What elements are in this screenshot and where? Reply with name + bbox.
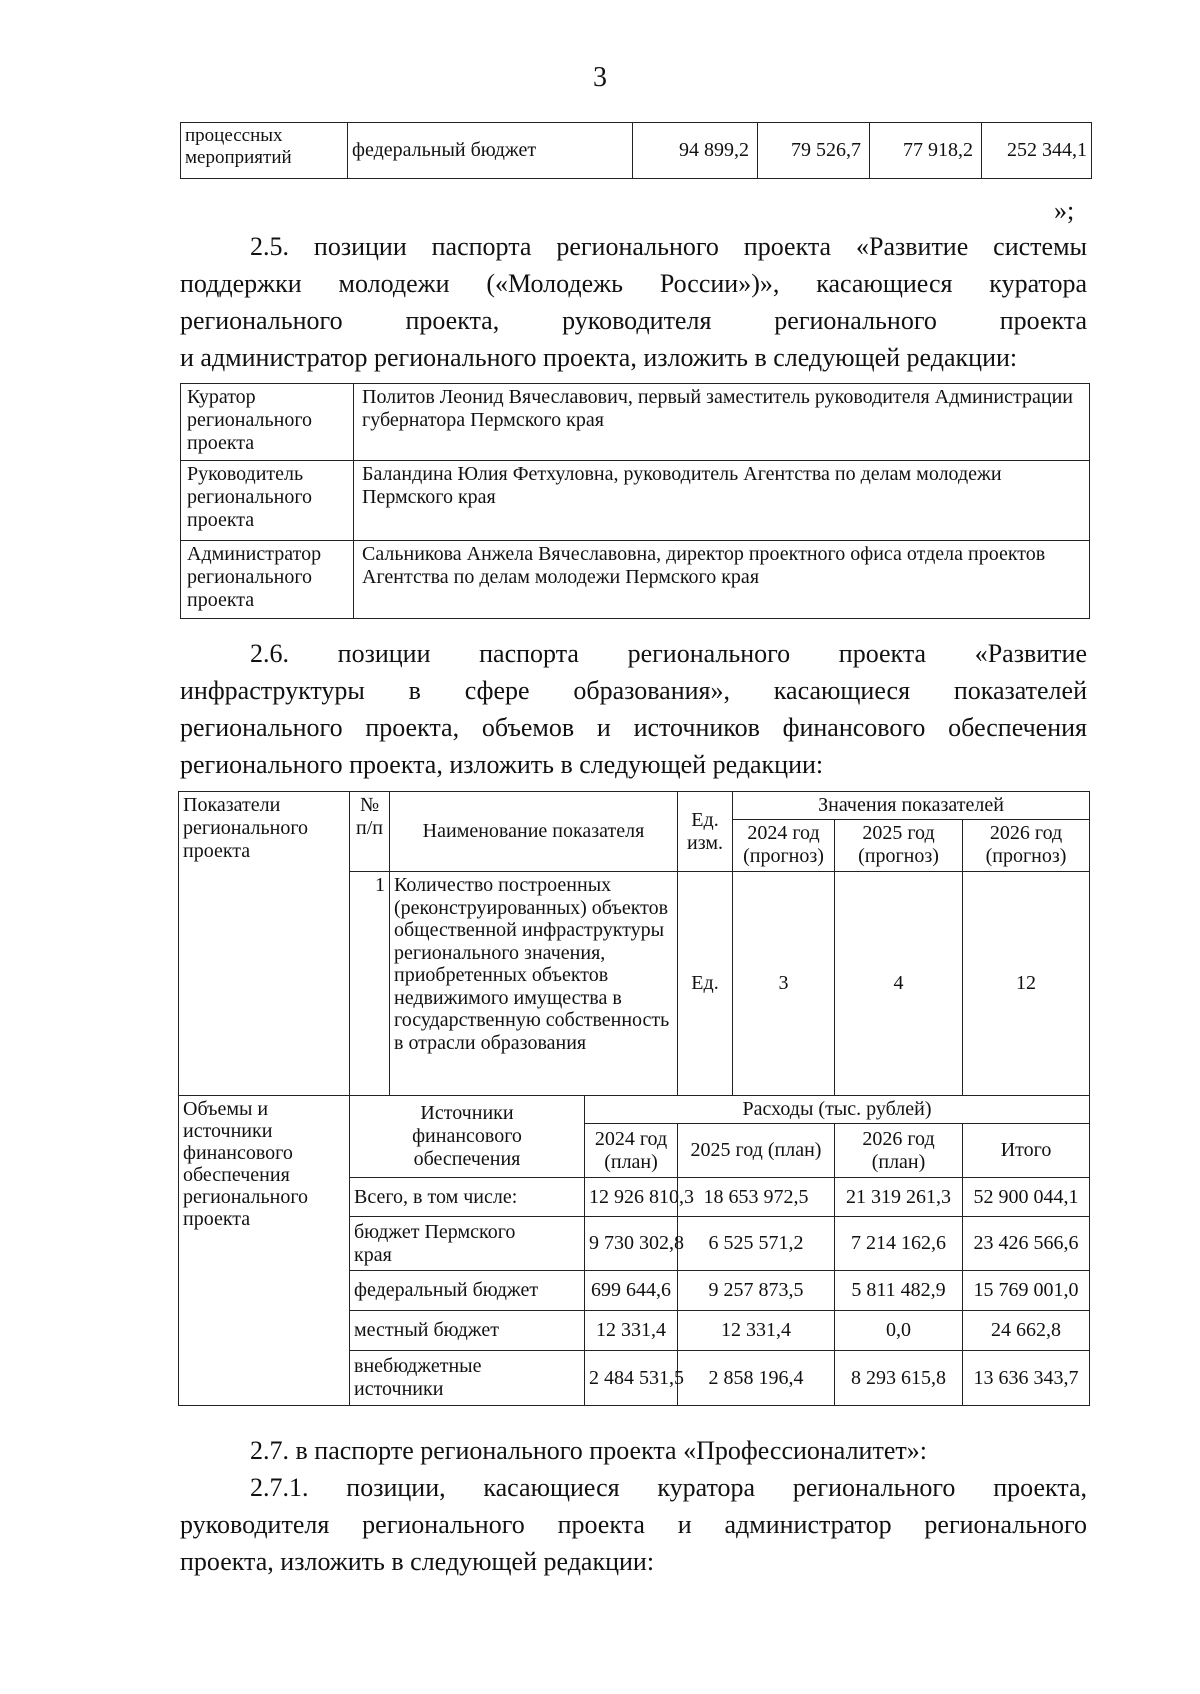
year-header: 2025 год (прогноз) — [835, 820, 963, 872]
finance-row-name: федеральный бюджет — [350, 1271, 585, 1311]
paragraph-line: руководителя регионального проекта и администратор регионального — [180, 1510, 1087, 1539]
finance-value: 12 926 810,3 — [585, 1178, 678, 1217]
finance-value: 8 293 615,8 — [835, 1351, 963, 1406]
finance-value: 12 331,4 — [678, 1311, 835, 1351]
page-number: 3 — [593, 62, 607, 93]
paragraph-line: 2.6. позиции паспорта регионального проекта «Развитие — [250, 639, 1087, 668]
finance-value: 13 636 343,7 — [963, 1351, 1090, 1406]
role-label: Куратор регионального проекта — [181, 384, 354, 461]
finance-value: 9 730 302,8 — [585, 1217, 678, 1271]
paragraph-2-7-1 — [180, 1469, 1087, 1580]
year-header: 2024 год (прогноз) — [733, 820, 835, 872]
finance-value: 12 331,4 — [585, 1311, 678, 1351]
finance-value: 15 769 001,0 — [963, 1271, 1090, 1311]
indicator-value: 4 — [835, 872, 963, 1096]
finance-value: 24 662,8 — [963, 1311, 1090, 1351]
total-header: Итого — [963, 1124, 1090, 1178]
finance-value: 7 214 162,6 — [835, 1217, 963, 1271]
indicators-section-label: Показатели регионального проекта — [179, 792, 350, 1096]
year-header: 2026 год (прогноз) — [963, 820, 1090, 872]
finance-section-label: Объемы и источники финансового обеспечения регионального проекта — [179, 1096, 350, 1406]
top-table-source: федеральный бюджет — [348, 123, 633, 179]
finance-value: 21 319 261,3 — [835, 1178, 963, 1217]
indicator-unit: Ед. — [678, 872, 733, 1096]
paragraph-line: регионального проекта, изложить в следующей редакции: — [180, 750, 824, 779]
indicator-value: 12 — [963, 872, 1090, 1096]
year-header: 2026 год (план) — [835, 1124, 963, 1178]
top-table-value: 79 526,7 — [758, 123, 870, 179]
finance-value: 52 900 044,1 — [963, 1178, 1090, 1217]
finance-value: 2 484 531,5 — [585, 1351, 678, 1406]
unit-header: Ед. изм. — [678, 792, 733, 872]
paragraph-line: регионального проекта, объемов и источников финансового обеспечения — [180, 713, 1087, 742]
finance-value: 23 426 566,6 — [963, 1217, 1090, 1271]
finance-value: 9 257 873,5 — [678, 1271, 835, 1311]
paragraph-2-7 — [180, 1432, 1087, 1469]
number-header: № п/п — [350, 792, 390, 872]
indicators-finance-table — [178, 791, 1090, 1406]
finance-value: 0,0 — [835, 1311, 963, 1351]
finance-value: 18 653 972,5 — [678, 1178, 835, 1217]
top-table-value: 77 918,2 — [870, 123, 982, 179]
paragraph-line: инфраструктуры в сфере образования», касающиеся показателей — [180, 676, 1087, 705]
top-table-value: 252 344,1 — [982, 123, 1092, 179]
finance-value: 699 644,6 — [585, 1271, 678, 1311]
role-person: Политов Леонид Вячеславович, первый заместитель руководителя Администрации губернатора Пермского края — [354, 384, 1090, 461]
paragraph-line: 2.7.1. позиции, касающиеся куратора регионального проекта, — [250, 1473, 1087, 1502]
finance-row-name: внебюджетные источники — [350, 1351, 585, 1406]
expenses-header: Расходы (тыс. рублей) — [585, 1096, 1090, 1124]
year-header: 2025 год (план) — [678, 1124, 835, 1178]
values-header: Значения показателей — [733, 792, 1090, 820]
paragraph-line: и администратор регионального проекта, изложить в следующей редакции: — [180, 343, 1018, 372]
finance-value: 6 525 571,2 — [678, 1217, 835, 1271]
year-header: 2024 год (план) — [585, 1124, 678, 1178]
finance-row-name: Всего, в том числе: — [350, 1178, 585, 1217]
paragraph-line: 2.7. в паспорте регионального проекта «Профессионалитет»: — [250, 1436, 927, 1465]
finance-row-name: бюджет Пермского края — [350, 1217, 585, 1271]
paragraph-2-5 — [180, 228, 1087, 376]
top-table-label: процессных мероприятий — [181, 123, 348, 179]
finance-value: 2 858 196,4 — [678, 1351, 835, 1406]
indicator-value: 3 — [733, 872, 835, 1096]
indicator-number: 1 — [350, 872, 390, 1096]
paragraph-2-6 — [180, 635, 1087, 783]
role-person: Сальникова Анжела Вячеславовна, директор проектного офиса отдела проектов Агентства по делам молодежи Пермского края — [354, 541, 1090, 619]
quote-end: »; — [1054, 196, 1075, 225]
top-table-value: 94 899,2 — [633, 123, 758, 179]
indicator-name-header: Наименование показателя — [390, 792, 678, 872]
paragraph-line: 2.5. позиции паспорта регионального проекта «Развитие системы — [250, 232, 1087, 261]
role-label: Администратор регионального проекта — [181, 541, 354, 619]
paragraph-line: поддержки молодежи («Молодежь России»)», касающиеся куратора — [180, 269, 1087, 298]
role-person: Баландина Юлия Фетхуловна, руководитель Агентства по делам молодежи Пермского края — [354, 461, 1090, 541]
role-label: Руководитель регионального проекта — [181, 461, 354, 541]
paragraph-line: регионального проекта, руководителя регионального проекта — [180, 306, 1087, 335]
indicator-name: Количество построенных (реконструированных) объектов общественной инфраструктуры регионального значения, приобретенных объектов недвижимого имущества в государственную собственность в отрасли образования — [390, 872, 678, 1096]
people-table — [180, 383, 1090, 619]
sources-header: Источники финансового обеспечения — [350, 1096, 585, 1178]
finance-row-name: местный бюджет — [350, 1311, 585, 1351]
paragraph-line: проекта, изложить в следующей редакции: — [180, 1547, 655, 1576]
finance-value: 5 811 482,9 — [835, 1271, 963, 1311]
top-budget-table — [180, 122, 1092, 179]
